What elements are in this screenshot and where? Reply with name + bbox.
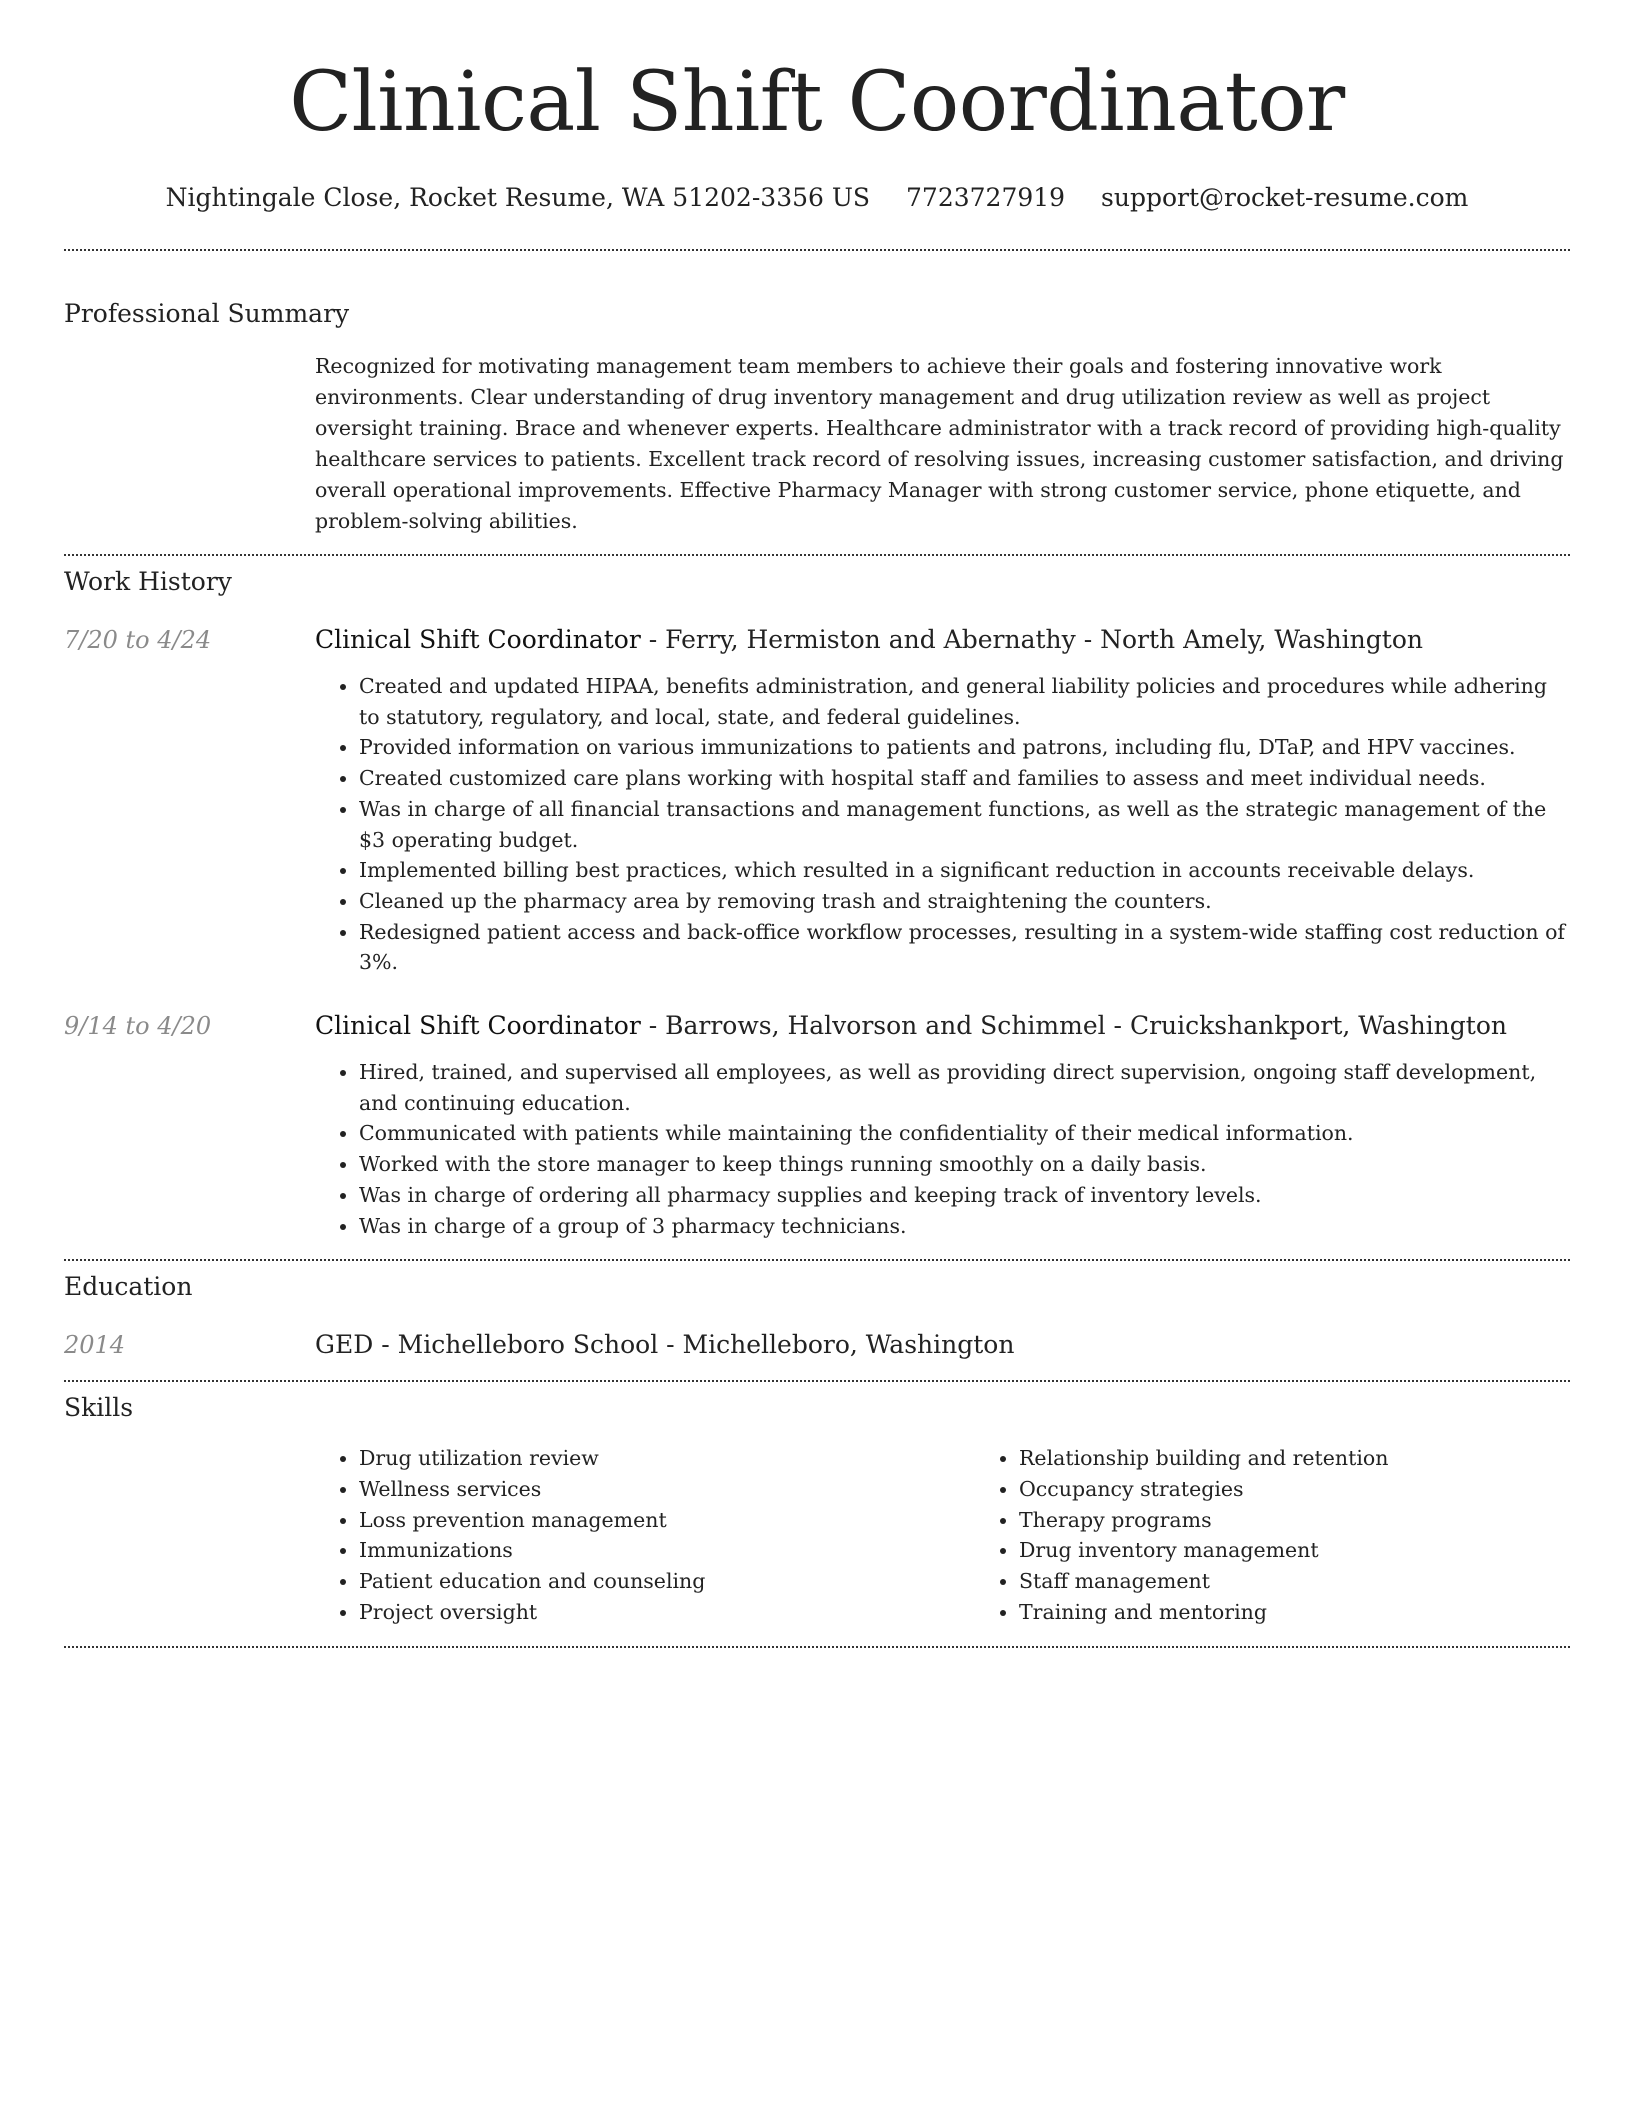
skill-item: • Training and mentoring	[1019, 1597, 1632, 1628]
job-bullet-list	[315, 1057, 1570, 1241]
skill-item: • Patient education and counseling	[359, 1566, 975, 1597]
work-history-section	[64, 565, 1570, 1241]
work-history-heading: Work History	[64, 567, 232, 596]
job-entry	[64, 1009, 1570, 1241]
resume-page	[64, 0, 1570, 1648]
skill-item: • Wellness services	[359, 1474, 975, 1505]
skill-item: • Loss prevention management	[359, 1505, 975, 1536]
education-entry	[64, 1328, 1570, 1362]
skills-section	[64, 1391, 1570, 1627]
skill-item: • Drug inventory management	[1019, 1535, 1632, 1566]
contact-email: support@rocket-resume.com	[1101, 183, 1469, 212]
divider	[64, 249, 1570, 251]
divider	[64, 1646, 1570, 1648]
skills-columns	[315, 1443, 1570, 1627]
job-heading	[315, 623, 1423, 657]
education-detail: GED - Michelleboro School - Michelleboro, Washington	[315, 1330, 1015, 1360]
skills-list-left	[315, 1443, 975, 1627]
job-bullet-list	[315, 671, 1570, 978]
contact-line	[64, 178, 1570, 218]
skill-item: • Occupancy strategies	[1019, 1474, 1632, 1505]
job-header	[64, 623, 1570, 657]
skill-item: • Immunizations	[359, 1535, 975, 1566]
job-bullet: • Was in charge of a group of 3 pharmacy technicians.	[359, 1211, 1570, 1242]
skill-item: • Staff management	[1019, 1566, 1632, 1597]
job-bullet: • Cleaned up the pharmacy area by removing trash and straightening the counters.	[359, 886, 1570, 917]
skill-item: • Project oversight	[359, 1597, 975, 1628]
job-heading	[315, 1009, 1507, 1043]
job-bullet: • Provided information on various immunizations to patients and patrons, including flu, DTaP, and HPV vaccines.	[359, 732, 1570, 763]
divider	[64, 554, 1570, 556]
education-section	[64, 1270, 1570, 1362]
job-dates: 9/14 to 4/20	[64, 1012, 212, 1041]
job-title: Clinical Shift Coordinator	[315, 625, 641, 654]
job-bullet: • Communicated with patients while maintaining the confidentiality of their medical information.	[359, 1118, 1570, 1149]
skill-item: • Relationship building and retention	[1019, 1443, 1632, 1474]
job-employer: - Ferry, Hermiston and Abernathy - North Amely, Washington	[640, 625, 1423, 654]
resume-name: Clinical Shift Coordinator	[289, 55, 1345, 150]
job-title: Clinical Shift Coordinator	[315, 1011, 641, 1041]
skill-item: • Therapy programs	[1019, 1505, 1632, 1536]
skills-list-right	[975, 1443, 1632, 1627]
job-employer: - Barrows, Halvorson and Schimmel - Cruickshankport, Washington	[640, 1011, 1507, 1041]
skill-item: • Drug utilization review	[359, 1443, 975, 1474]
job-bullet: • Was in charge of ordering all pharmacy supplies and keeping track of inventory levels.	[359, 1180, 1570, 1211]
education-year: 2014	[64, 1331, 126, 1360]
divider	[64, 1380, 1570, 1382]
divider	[64, 1259, 1570, 1261]
job-bullet: • Redesigned patient access and back-office workflow processes, resulting in a system-wide staffing cost reduction of 3%.	[359, 917, 1570, 978]
summary-section	[64, 297, 1570, 537]
job-bullet: • Hired, trained, and supervised all employees, as well as providing direct supervision, ongoing staff development, and continuing education.	[359, 1057, 1570, 1118]
job-entry	[64, 623, 1570, 978]
job-bullet: • Implemented billing best practices, which resulted in a significant reduction in accounts receivable delays.	[359, 855, 1570, 886]
job-header	[64, 1009, 1570, 1043]
job-duties	[315, 1057, 1570, 1241]
job-bullet: • Created and updated HIPAA, benefits administration, and general liability policies and procedures while adhering to statutory, regulatory, and local, state, and federal guidelines.	[359, 671, 1570, 732]
job-bullet: • Was in charge of all financial transactions and management functions, as well as the strategic management of the $3 operating budget.	[359, 794, 1570, 855]
contact-address: Nightingale Close, Rocket Resume, WA 51202-3356 US	[165, 183, 871, 212]
job-bullet: • Created customized care plans working with hospital staff and families to assess and meet individual needs.	[359, 763, 1570, 794]
job-duties	[315, 671, 1570, 978]
job-dates: 7/20 to 4/24	[64, 626, 212, 654]
summary-text: Recognized for motivating management team members to achieve their goals and fostering innovative work environments. Clear understanding of drug inventory management and drug utilization review as well as project oversight training. Brace and whenever experts. Healthcare administrator with a track record of providing high-quality healthcare services to patients. Excellent track record of resolving issues, increasing customer satisfaction, and driving overall operational improvements. Effective Pharmacy Manager with strong customer service, phone etiquette, and problem-solving abilities.	[315, 354, 1564, 533]
summary-heading: Professional Summary	[64, 299, 350, 328]
skills-heading: Skills	[64, 1393, 134, 1423]
education-heading: Education	[64, 1272, 193, 1302]
job-bullet: • Worked with the store manager to keep things running smoothly on a daily basis.	[359, 1149, 1570, 1180]
contact-phone: 7723727919	[906, 183, 1066, 212]
